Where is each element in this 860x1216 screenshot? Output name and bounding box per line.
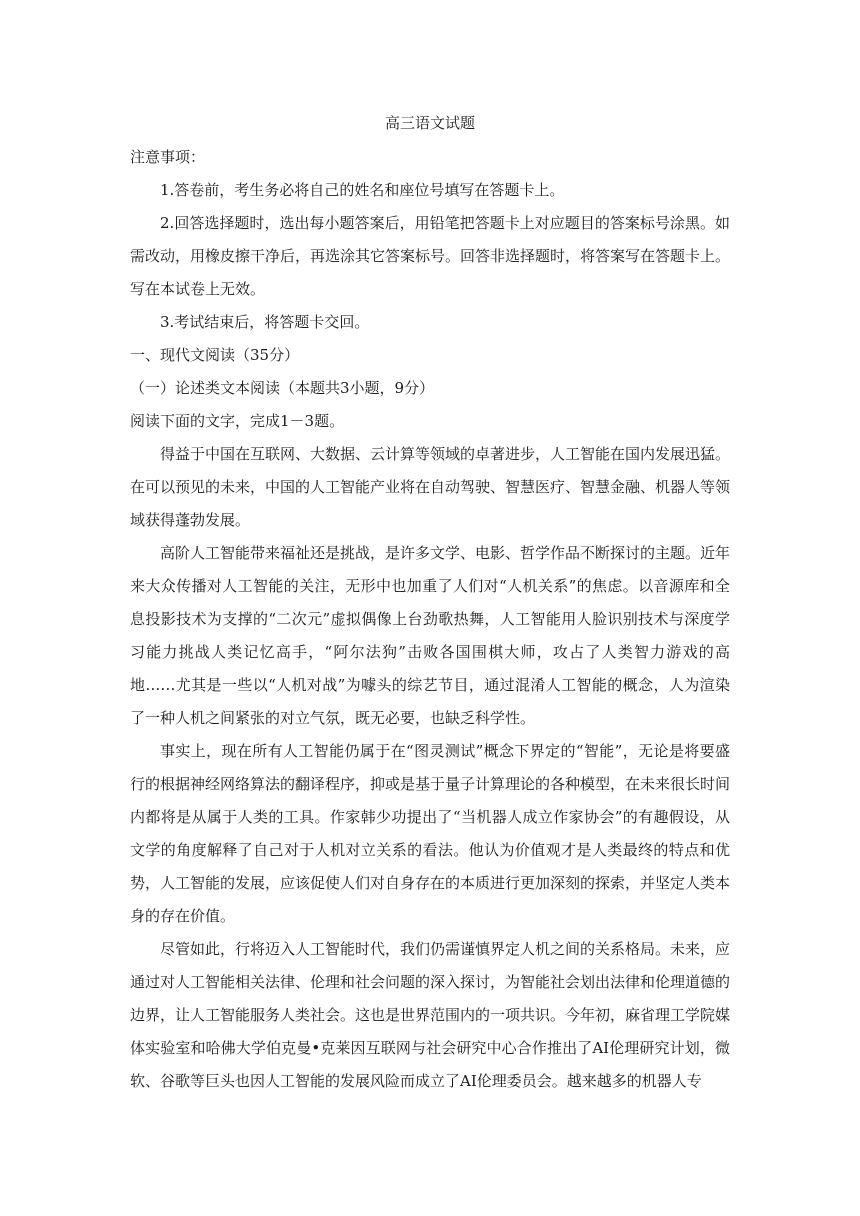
notice-item: 1.答卷前，考生务必将自己的姓名和座位号填写在答题卡上。 <box>160 181 565 199</box>
notice-item: 3.考试结束后，将答题卡交回。 <box>160 313 370 331</box>
exam-title: 高三语文试题 <box>384 114 475 132</box>
notice-heading: 注意事项： <box>130 148 206 166</box>
reading-paragraph: 事实上，现在所有人工智能仍属于在“图灵测试”概念下界定的“智能”，无论是将要盛行的根据神经网络算法的翻译程序，抑或是基于量子计算理论的各种模型，在未来很长时间内都将是从属于人类的工具。作家韩少功提出了“当机器人成立作家协会”的有趣假设，从文学的角度解释了自己对于人机对立关系的看法。他认为价值观才是人类最终的特点和优势，人工智能的发展，应该促使人们对自身存在的本质进行更加深刻的探索，并坚定人类本身的存在价值。 <box>130 742 731 925</box>
reading-paragraph: 得益于中国在互联网、大数据、云计算等领域的卓著进步，人工智能在国内发展迅猛。在可以预见的未来，中国的人工智能产业将在自动驾驶、智慧医疗、智慧金融、机器人等领域获得蓬勃发展。 <box>130 445 731 529</box>
section-heading: 一、现代文阅读（35分） <box>130 346 300 364</box>
reading-paragraph: 尽管如此，行将迈入人工智能时代，我们仍需谨慎界定人机之间的关系格局。未来，应通过对人工智能相关法律、伦理和社会问题的深入探讨，为智能社会划出法律和伦理道德的边界，让人工智能服务人类社会。这也是世界范围内的一项共识。今年初，麻省理工学院媒体实验室和哈佛大学伯克曼•克莱因互联网与社会研究中心合作推出了AI伦理研究计划，微软、谷歌等巨头也因人工智能的发展风险而成立了AI伦理委员会。越来越多的机器人专 <box>130 940 731 1090</box>
reading-instruction: 阅读下面的文字，完成1－3题。 <box>130 412 345 430</box>
subsection-heading: （一）论述类文本阅读（本题共3小题，9分） <box>130 379 435 397</box>
notice-item: 2.回答选择题时，选出每小题答案后，用铅笔把答题卡上对应题目的答案标号涂黑。如需改动，用橡皮擦干净后，再选涂其它答案标号。回答非选择题时，将答案写在答题卡上。写在本试卷上无效。 <box>130 214 731 298</box>
exam-content <box>130 141 730 1098</box>
reading-paragraph: 高阶人工智能带来福祉还是挑战，是许多文学、电影、哲学作品不断探讨的主题。近年来大众传播对人工智能的关注，无形中也加重了人们对“人机关系”的焦虑。以音源库和全息投影技术为支撑的“二次元”虚拟偶像上台劲歌热舞，人工智能用人脸识别技术与深度学习能力挑战人类记忆高手，“阿尔法狗”击败各国围棋大师，攻占了人类智力游戏的高地……尤其是一些以“人机对战”为噱头的综艺节目，通过混淆人工智能的概念，人为渲染了一种人机之间紧张的对立气氛，既无必要，也缺乏科学性。 <box>130 544 731 727</box>
